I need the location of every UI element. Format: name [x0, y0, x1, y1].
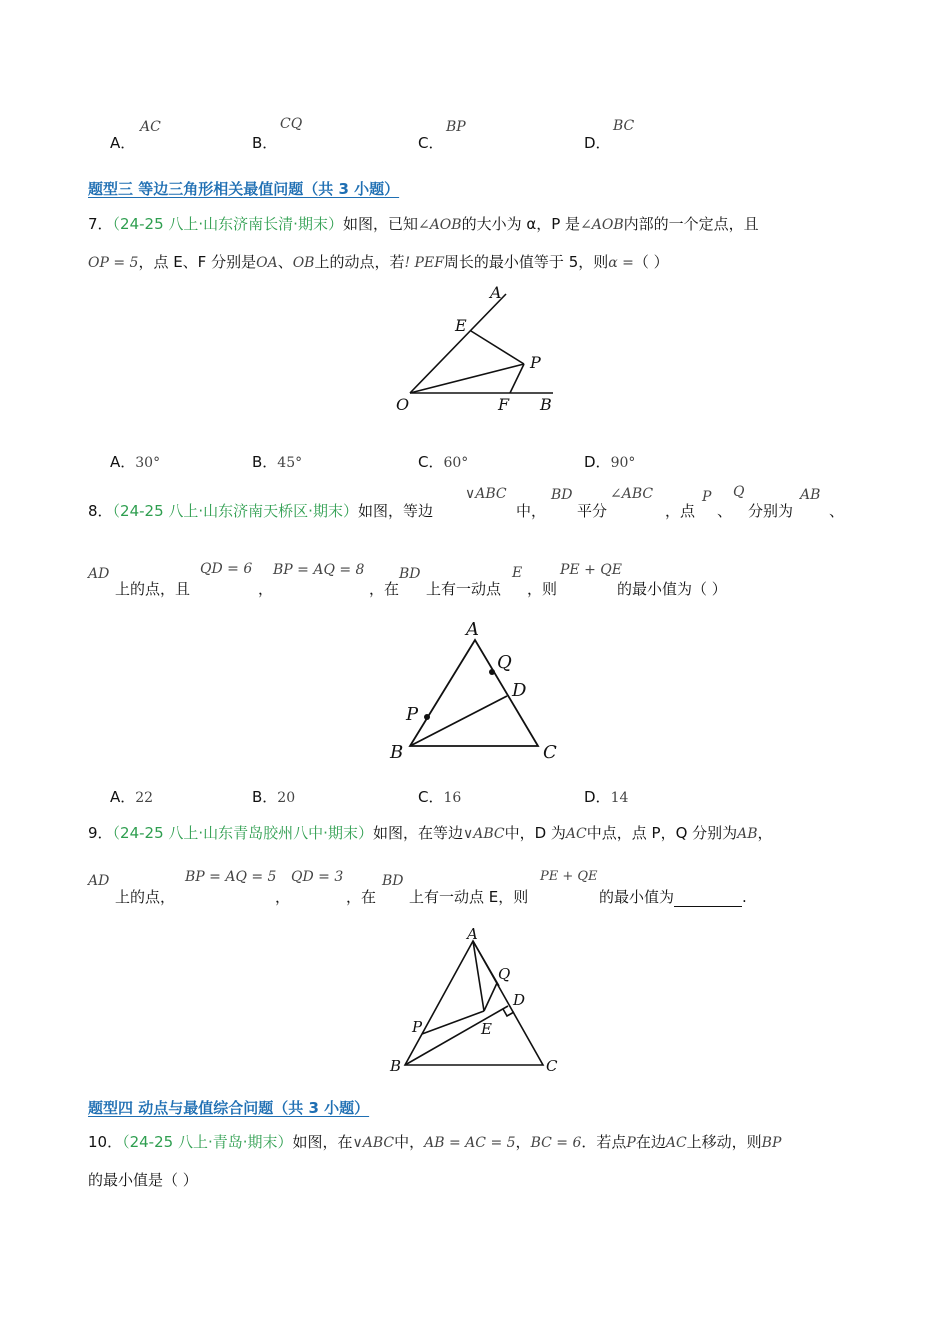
q10-text: 中， — [394, 1133, 425, 1151]
label-Q: Q — [497, 652, 512, 673]
option-label: C． — [418, 788, 444, 806]
q10-text: 如图，在 — [292, 1133, 353, 1151]
q6-option-b-value: CQ — [280, 116, 303, 132]
q8-option-b — [252, 786, 295, 807]
q9-answer-line — [599, 886, 747, 907]
q6-option-d — [584, 132, 611, 153]
label-F: F — [498, 395, 510, 414]
q9-text: ，在 — [346, 888, 377, 906]
q9-figure — [380, 925, 570, 1077]
option-label: A． — [110, 788, 136, 806]
q6-option-c-value: BP — [446, 119, 466, 135]
q9-line1 — [88, 822, 773, 843]
option-label: C． — [418, 453, 444, 471]
q8-text: ，在 — [369, 580, 400, 598]
q10-math: ∨ABC — [352, 1135, 395, 1151]
q6-option-c — [418, 132, 443, 153]
label-E: E — [481, 1020, 492, 1038]
q10-line1 — [88, 1131, 781, 1152]
q9-text: 中，D 为 — [504, 824, 566, 842]
q10-math: AC — [665, 1135, 687, 1151]
q8-text: 的最小值为（ ） — [617, 580, 727, 598]
q8-math: QD = 6 — [200, 561, 253, 577]
q8-text: ，则 — [527, 580, 558, 598]
q6-option-d-value: BC — [613, 118, 635, 134]
option-label: D． — [584, 134, 611, 152]
point-P — [424, 714, 430, 720]
q8-figure — [380, 618, 570, 768]
question-source: （24-25 八上·青岛·期末） — [122, 1133, 293, 1151]
q7-option-d — [584, 451, 635, 472]
q7-figure — [380, 280, 570, 420]
q8-option-c — [418, 786, 461, 807]
option-value: 30° — [135, 455, 161, 471]
option-value: 60° — [443, 455, 469, 471]
q7-math: OA — [256, 255, 278, 271]
q9-math: PE + QE — [540, 869, 598, 884]
q7-math: α = — [608, 255, 634, 271]
q7-option-a — [110, 451, 160, 472]
option-value: 16 — [443, 790, 462, 806]
q8-line1-start — [88, 500, 433, 521]
option-value: 45° — [277, 455, 303, 471]
option-value: 14 — [610, 790, 629, 806]
label-A: A — [490, 283, 502, 302]
q7-option-b — [252, 451, 302, 472]
q9-math: AB — [737, 826, 758, 842]
q7-math: ∠AOB — [417, 217, 462, 233]
q9-text: . — [742, 888, 747, 906]
q7-text: （ ） — [633, 253, 669, 271]
q10-text: 上移动，则 — [686, 1133, 762, 1151]
q8-math: Q — [733, 484, 745, 500]
q9-text: 的最小值为 — [599, 888, 675, 906]
q9-math: BD — [382, 873, 404, 889]
q10-text: 在边 — [635, 1133, 666, 1151]
q8-math: ∠ABC — [610, 486, 654, 502]
question-number: 8． — [88, 502, 113, 520]
label-E: E — [455, 316, 467, 335]
q9-math: ∨ABC — [462, 826, 505, 842]
label-D: D — [512, 680, 527, 701]
point-Q — [489, 669, 495, 675]
q8-option-a — [110, 786, 153, 807]
q8-math: AD — [88, 566, 110, 582]
option-value: 20 — [277, 790, 296, 806]
q7-text: 如图，已知 — [342, 215, 418, 233]
q9-math: AD — [88, 873, 110, 889]
q7-line2 — [88, 251, 669, 272]
q8-text: 、 — [717, 502, 733, 520]
label-D: D — [513, 991, 526, 1009]
q9-text: ， — [275, 888, 291, 906]
q8-text: 上有一动点 — [426, 580, 502, 598]
label-O: O — [396, 395, 410, 414]
option-label: D． — [584, 453, 611, 471]
q8-math: E — [512, 565, 523, 581]
label-C: C — [546, 1057, 558, 1075]
q6-option-a — [110, 132, 135, 153]
q8-text: ，点 — [665, 502, 696, 520]
q9-math: AC — [565, 826, 587, 842]
q10-text: 的最小值是（ ） — [88, 1171, 198, 1189]
q6-option-a-value: AC — [140, 119, 161, 135]
q9-text: 如图，在等边 — [372, 824, 463, 842]
q8-math: BD — [551, 487, 573, 503]
question-source: （24-25 八上·山东青岛胶州八中·期末） — [112, 824, 373, 842]
label-A: A — [467, 925, 478, 943]
q7-text: 上的动点，若 — [314, 253, 405, 271]
q8-math: BP = AQ = 8 — [273, 562, 365, 578]
option-label: B． — [252, 134, 278, 152]
label-B: B — [390, 742, 404, 763]
q8-option-d — [584, 786, 628, 807]
q7-text: 周长的最小值等于 5，则 — [443, 253, 609, 271]
label-Q: Q — [498, 965, 511, 983]
q8-math: AB — [800, 487, 821, 503]
q7-option-c — [418, 451, 468, 472]
q8-text: ， — [258, 580, 274, 598]
q8-math: ∨ABC — [465, 486, 507, 502]
q10-text: ．若点 — [581, 1133, 627, 1151]
question-number: 9． — [88, 824, 113, 842]
q8-text: 如图，等边 — [357, 502, 433, 520]
q7-math: ∠AOB — [580, 217, 624, 233]
answer-blank[interactable] — [674, 892, 742, 907]
section-title-4: 题型四 动点与最值综合问题（共 3 小题） — [88, 1099, 370, 1117]
q8-text: 中， — [516, 502, 547, 520]
q7-text: 、 — [277, 253, 293, 271]
q8-math: PE + QE — [560, 562, 622, 578]
q10-math: AB = AC = 5 — [424, 1135, 516, 1151]
q8-text: 、 — [829, 502, 845, 520]
option-label: D． — [584, 788, 611, 806]
label-P: P — [406, 704, 419, 725]
question-source: （24-25 八上·山东济南天桥区·期末） — [112, 502, 358, 520]
option-label: A． — [110, 134, 136, 152]
q10-math: BC = 6 — [530, 1135, 582, 1151]
q7-math: ! PEF — [404, 255, 444, 271]
option-label: A． — [110, 453, 136, 471]
option-value: 22 — [135, 790, 154, 806]
q9-math: BP = AQ = 5 — [185, 869, 277, 885]
q10-text: ， — [515, 1133, 531, 1151]
q8-text: 上的点，且 — [115, 580, 191, 598]
option-value: 90° — [610, 455, 636, 471]
q8-text: 分别为 — [748, 502, 794, 520]
q7-text: 的大小为 α，P 是 — [461, 215, 581, 233]
q7-text: ，点 E、F 分别是 — [138, 253, 257, 271]
q7-math: OP = 5 — [88, 255, 139, 271]
q8-text: 平分 — [577, 502, 608, 520]
q8-math: BD — [399, 566, 421, 582]
label-P: P — [530, 353, 541, 372]
q7-math: OB — [292, 255, 315, 271]
label-C: C — [543, 742, 557, 763]
q10-math: BP — [761, 1135, 782, 1151]
option-label: B． — [252, 788, 278, 806]
label-B: B — [390, 1057, 402, 1075]
q9-text: 中点，点 P，Q 分别为 — [586, 824, 738, 842]
label-P: P — [412, 1018, 423, 1036]
question-number: 7． — [88, 215, 113, 233]
label-A: A — [466, 619, 479, 640]
option-label: C． — [418, 134, 444, 152]
q10-math: P — [626, 1135, 636, 1151]
label-B: B — [540, 395, 552, 414]
q7-line1 — [88, 213, 759, 234]
option-label: B． — [252, 453, 278, 471]
q7-text: 内部的一个定点，且 — [623, 215, 759, 233]
q9-text: 上有一动点 E，则 — [409, 888, 529, 906]
q9-text: 上的点， — [115, 888, 176, 906]
q9-text: ， — [757, 824, 773, 842]
q9-math: QD = 3 — [291, 869, 344, 885]
question-number: 10． — [88, 1133, 123, 1151]
section-title-3: 题型三 等边三角形相关最值问题（共 3 小题） — [88, 180, 400, 198]
q6-option-b — [252, 132, 277, 153]
q8-math: P — [702, 489, 712, 505]
question-source: （24-25 八上·山东济南长清·期末） — [112, 215, 343, 233]
